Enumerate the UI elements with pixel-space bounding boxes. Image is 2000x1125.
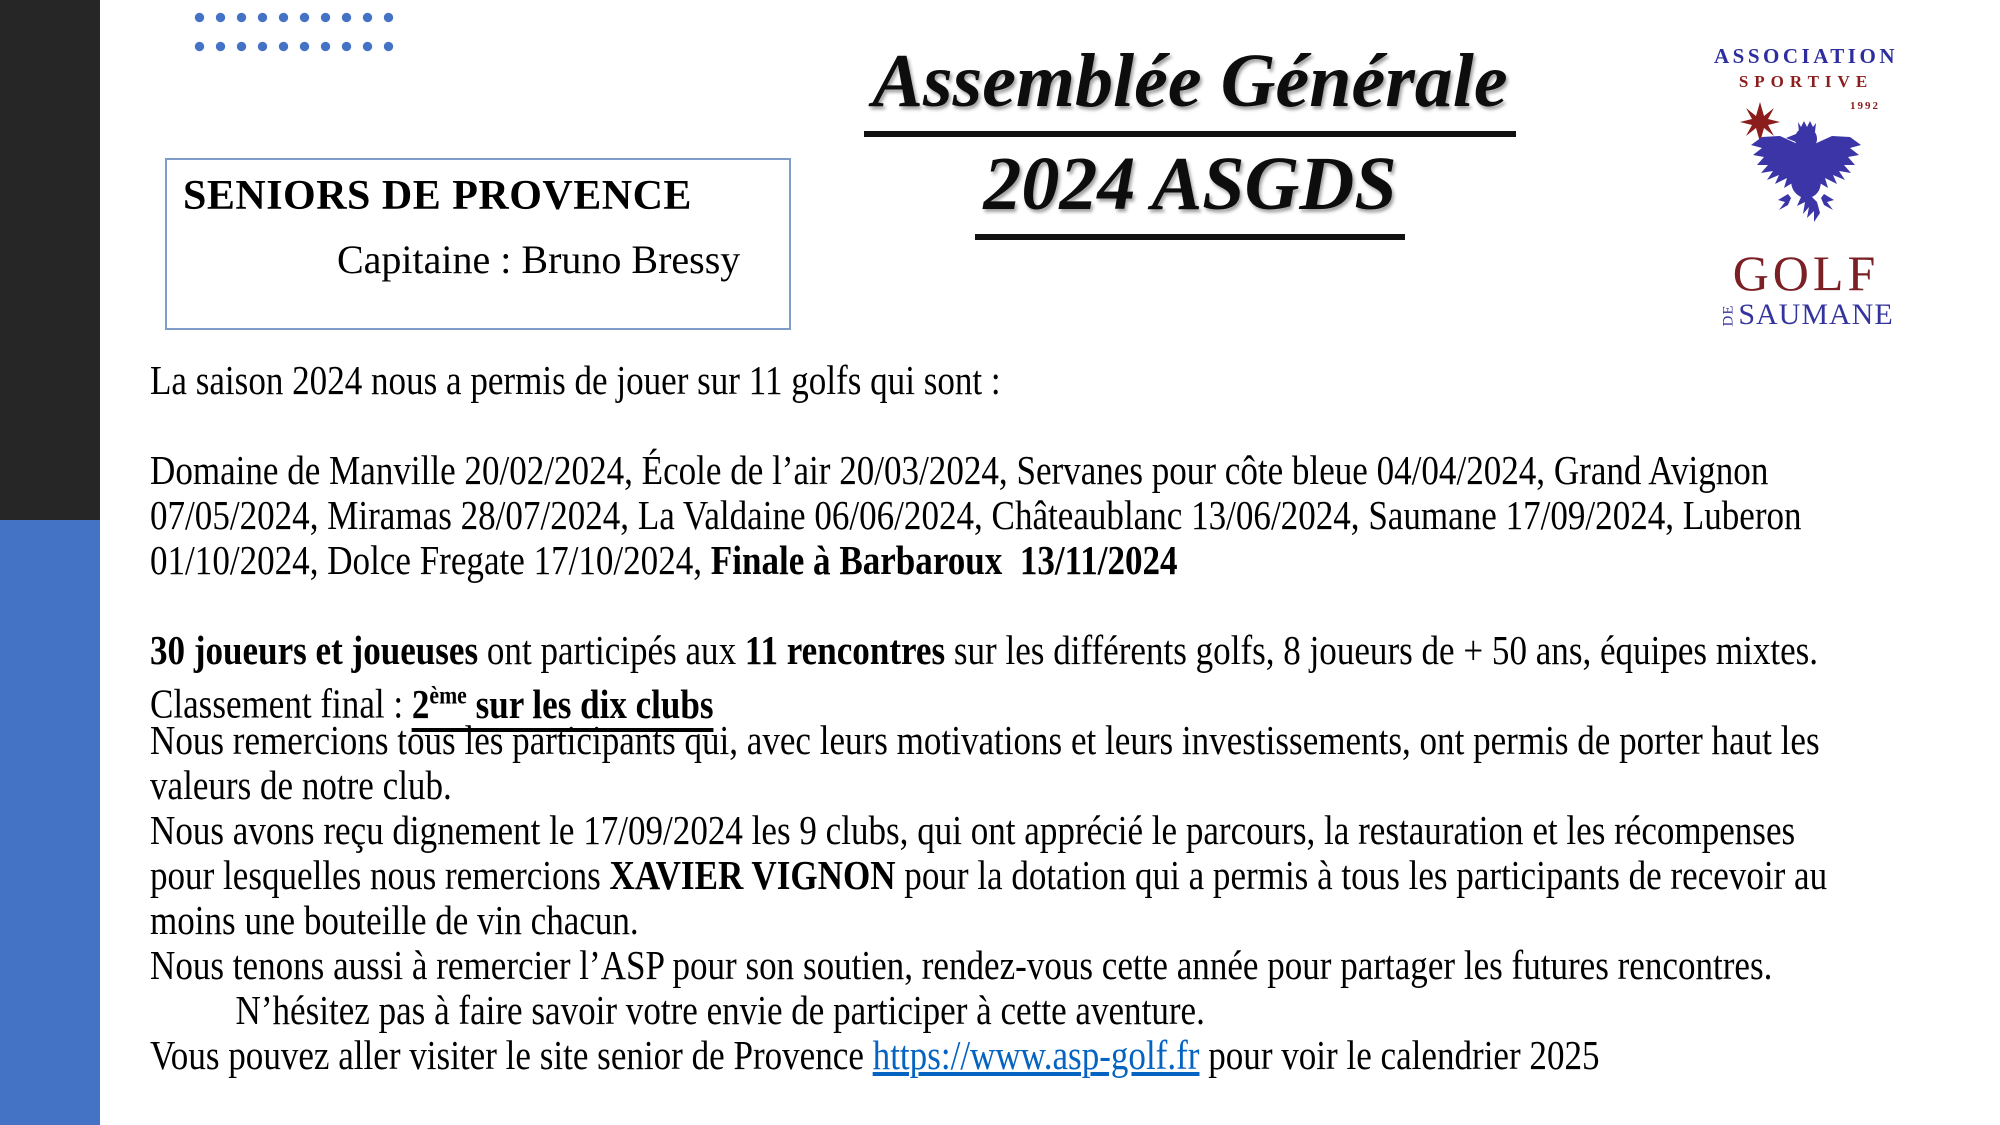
- text-segment: Nous tenons aussi à remercier l’ASP pour son soutien, rendez-vous cette année pour partager les futures rencontres.: [150, 942, 1773, 988]
- text-line: [150, 628, 1980, 673]
- text-line: [150, 718, 1980, 763]
- text-segment: N’hésitez pas à faire savoir votre envie de participer à cette aventure.: [235, 987, 1205, 1033]
- logo-association-label: ASSOCIATION: [1714, 44, 1898, 68]
- logo-golf-label: GOLF: [1732, 245, 1880, 301]
- text-segment: Nous remercions tous les participants qui, avec leurs motivations et leurs investissements, ont permis de porter haut les: [150, 717, 1820, 763]
- text-line: [150, 583, 1980, 628]
- text-segment: 11 rencontres: [744, 627, 946, 673]
- logo-year-label: 1992: [1850, 100, 1880, 112]
- text-segment: valeurs de notre club.: [150, 762, 452, 808]
- text-segment: Domaine de Manville 20/02/2024, École de l’air 20/03/2024, Servanes pour côte bleue 04/04/2024, Grand Avignon: [150, 447, 1769, 493]
- text-segment: ont participés aux: [478, 627, 745, 673]
- eagle-emblem-icon: [1746, 114, 1866, 242]
- text-line: [150, 763, 1980, 808]
- captain-box: [165, 158, 791, 330]
- text-segment: La saison 2024 nous a permis de jouer sur 11 golfs qui sont :: [150, 357, 1001, 403]
- text-segment: sur les dix clubs: [466, 680, 714, 727]
- logo-sportive-label: SPORTIVE: [1738, 72, 1874, 91]
- text-line: [150, 988, 1980, 1033]
- text-segment: Finale à Barbaroux 13/11/2024: [710, 537, 1178, 583]
- text-line: [150, 898, 1980, 943]
- text-line: [150, 673, 1980, 727]
- text-segment: Vous pouvez aller visiter le site senior de Provence: [150, 1032, 873, 1078]
- text-segment: pour voir le calendrier 2025: [1199, 1032, 1600, 1078]
- text-line: [150, 358, 1980, 403]
- club-logo: [1688, 44, 1924, 332]
- text-segment: sur les différents golfs, 8 joueurs de + 50 ans, équipes mixtes.: [945, 627, 1819, 673]
- text-segment: 07/05/2024, Miramas 28/07/2024, La Valdaine 06/06/2024, Châteaublanc 13/06/2024, Saumane 17/09/2024, Luberon: [150, 492, 1802, 538]
- text-line: [150, 1033, 1980, 1078]
- dot-grid-decoration: [189, 3, 401, 61]
- text-line: [150, 403, 1980, 448]
- text-line: [150, 538, 1980, 583]
- text-segment: Classement final :: [150, 680, 412, 727]
- text-segment: 30 joueurs et joueuses: [150, 627, 479, 673]
- asp-golf-link[interactable]: https://www.asp-golf.fr: [872, 1032, 1200, 1078]
- team-name: SENIORS DE PROVENCE: [183, 173, 692, 219]
- left-bar-dark: [0, 0, 100, 520]
- text-line: [150, 853, 1980, 898]
- text-segment: Nous avons reçu dignement le 17/09/2024 les 9 clubs, qui ont apprécié le parcours, la restauration et les récompenses: [150, 807, 1796, 853]
- text-segment: XAVIER VIGNON: [609, 852, 896, 898]
- page-title-line1: Assemblée Générale: [700, 34, 1680, 137]
- captain-name: Capitaine : Bruno Bressy: [337, 237, 741, 282]
- text-line: [150, 493, 1980, 538]
- page-title-line2: 2024 ASGDS: [700, 137, 1680, 240]
- text-segment: ème: [429, 681, 467, 709]
- left-bar-blue: [0, 520, 100, 1125]
- page-title: [700, 34, 1680, 240]
- text-segment: pour lesquelles nous remercions: [150, 852, 610, 898]
- logo-de-label: DE: [1720, 304, 1737, 326]
- text-segment: moins une bouteille de vin chacun.: [150, 897, 639, 943]
- text-line: [150, 808, 1980, 853]
- text-line: [150, 943, 1980, 988]
- text-segment: pour la dotation qui a permis à tous les participants de recevoir au: [895, 852, 1828, 898]
- body-text: [150, 358, 1980, 1078]
- text-segment: 2: [411, 680, 430, 727]
- text-line: [150, 448, 1980, 493]
- logo-saumane-label: SAUMANE: [1738, 298, 1894, 331]
- text-segment: 01/10/2024, Dolce Fregate 17/10/2024,: [150, 537, 711, 583]
